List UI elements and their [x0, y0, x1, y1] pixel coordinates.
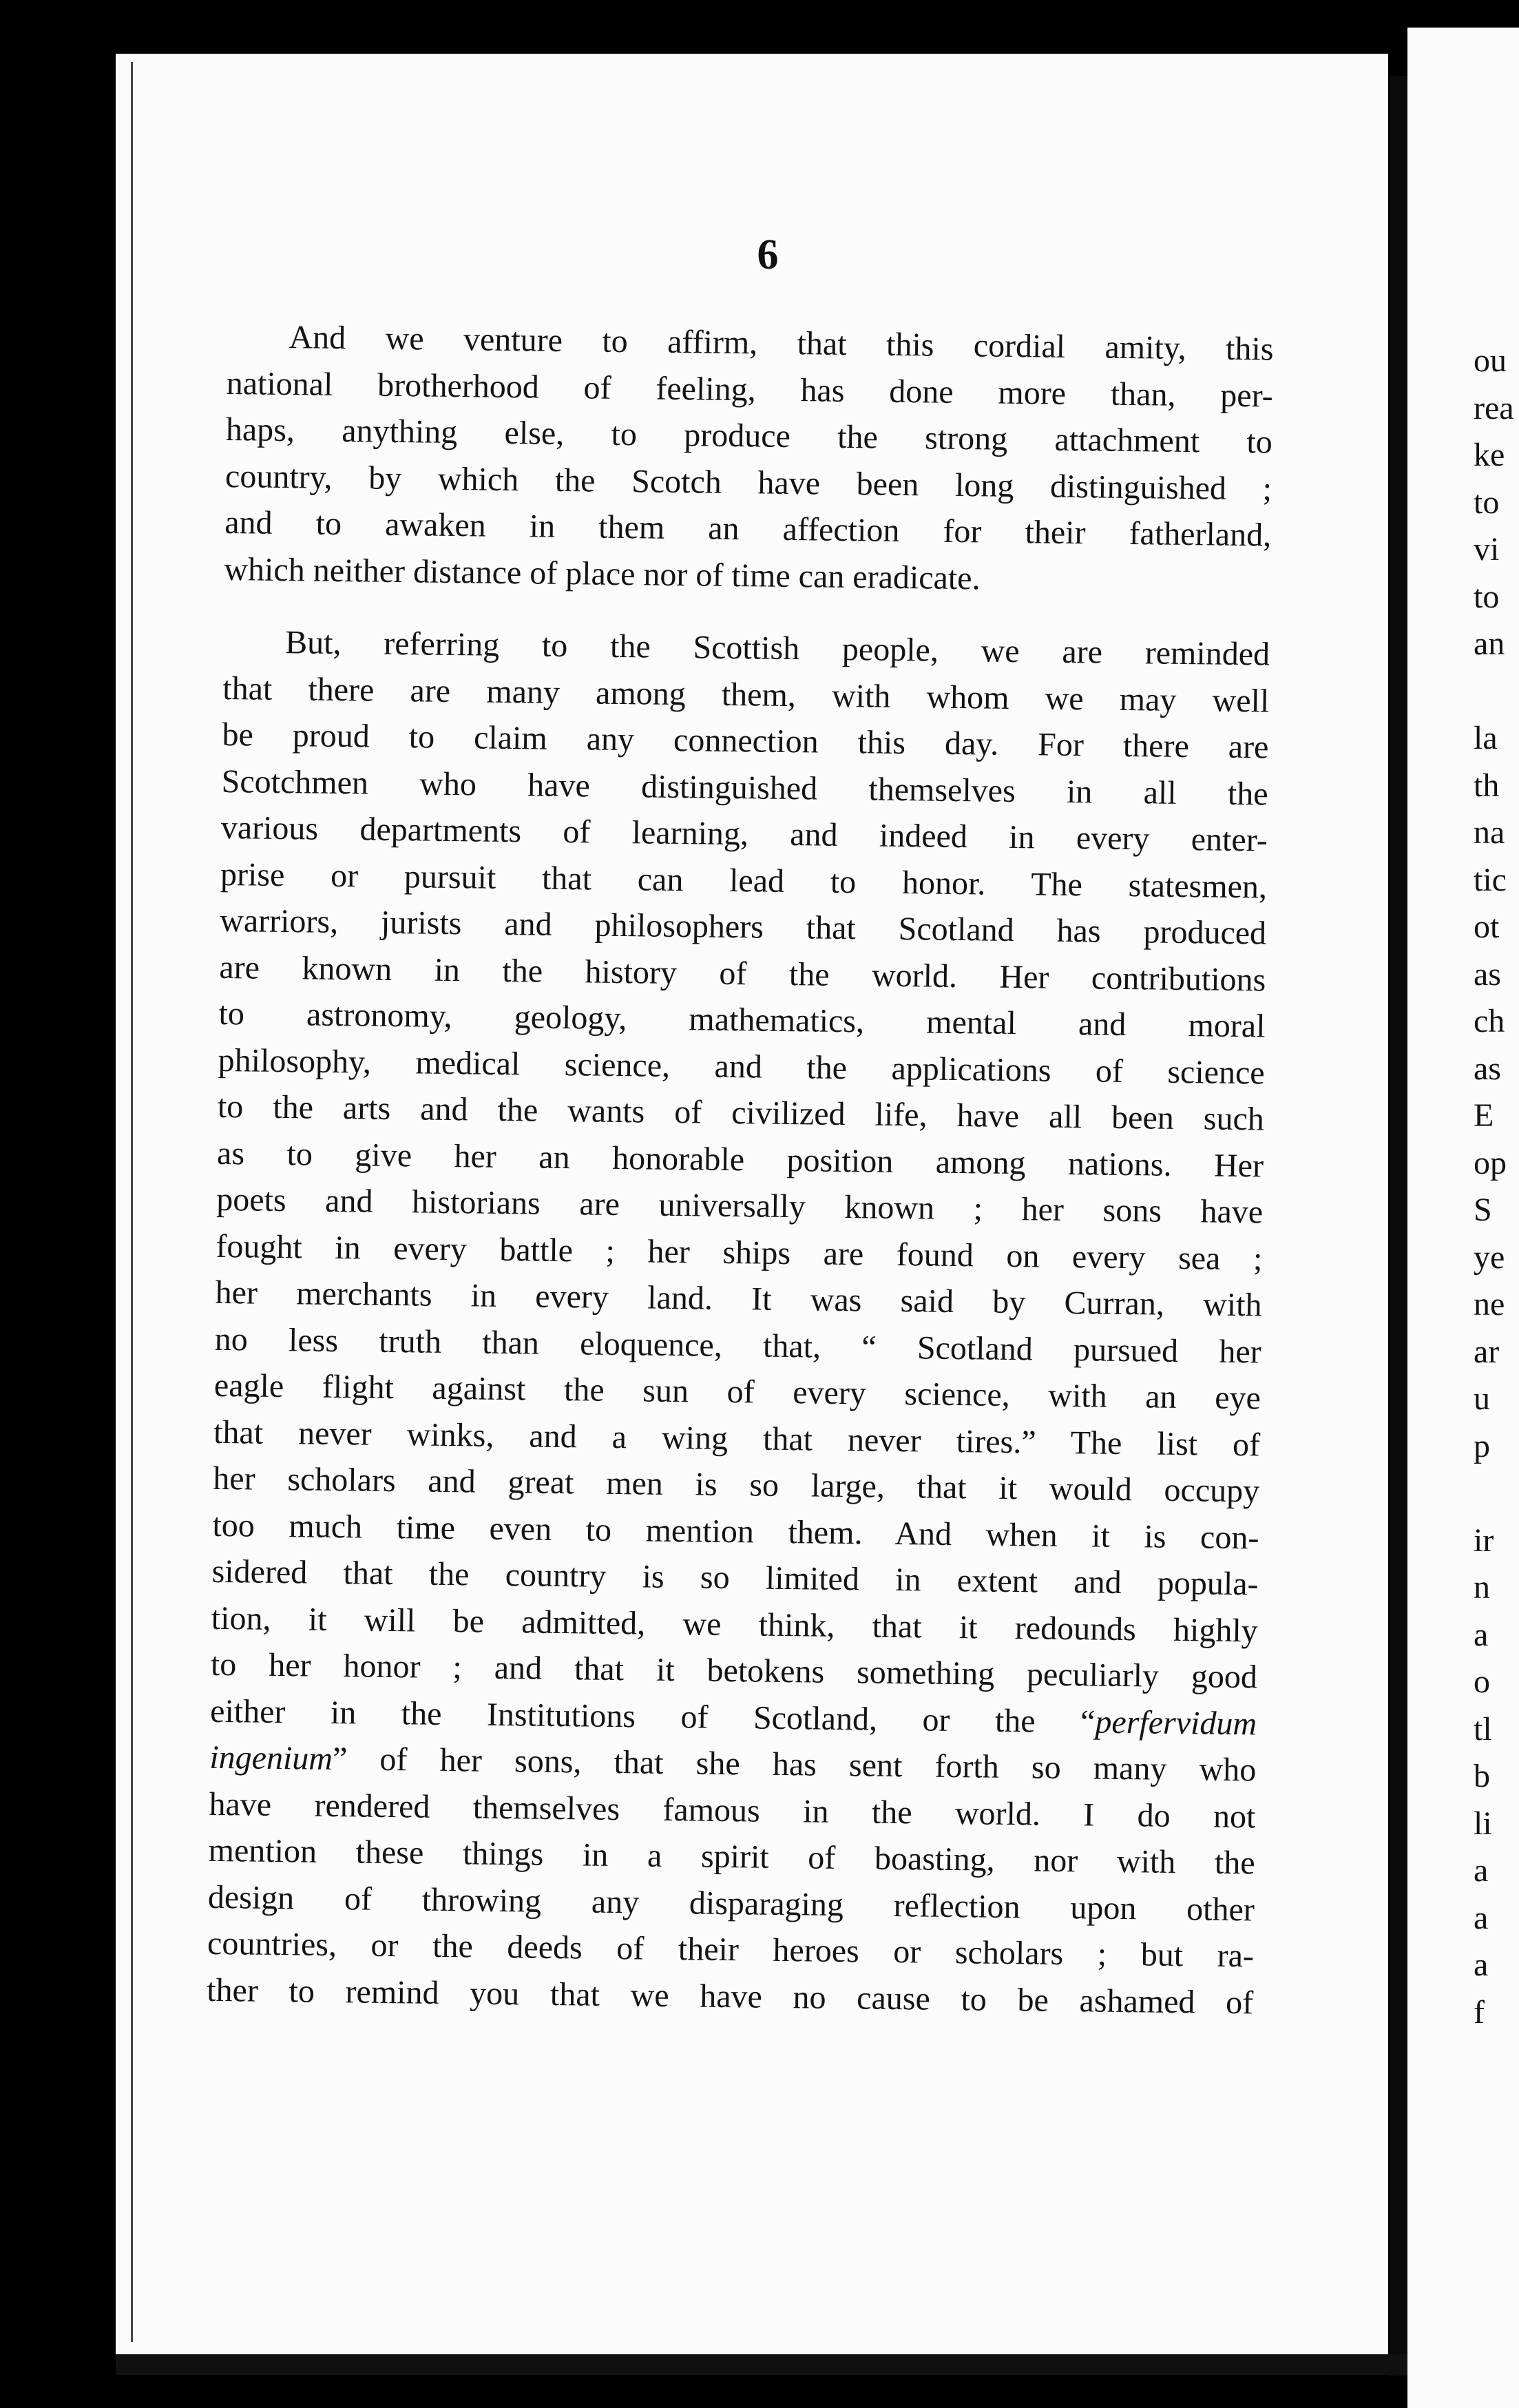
- facing-page-fragment: ot: [1474, 909, 1500, 945]
- text-line: haps, anything else, to produce the strong attachment to: [225, 411, 1273, 461]
- text-line: to astronomy, geology, mathematics, mental and moral: [218, 995, 1266, 1045]
- text-line: various departments of learning, and indeed in every enter-: [220, 809, 1268, 859]
- facing-page-fragment: b: [1474, 1758, 1490, 1794]
- facing-page-fragment: ne: [1474, 1286, 1505, 1322]
- facing-page-fragment: ir: [1474, 1522, 1494, 1559]
- page-bottom-edge: [116, 2354, 1407, 2375]
- text-segment: ” of her sons, that she has sent forth so many who: [332, 1741, 1257, 1789]
- text-line: her merchants in every land. It was said by Curran, with: [215, 1274, 1262, 1324]
- text-line: Scotchmen who have distinguished themselves in all the: [221, 762, 1268, 813]
- text-line: And we venture to affirm, that this cordial amity, this: [289, 319, 1274, 368]
- text-line: be proud to claim any connection this day. For there are: [222, 716, 1269, 766]
- facing-page-fragment: to: [1474, 578, 1500, 615]
- italic-phrase: ingenium: [209, 1738, 333, 1778]
- facing-page-fragment: n: [1474, 1569, 1490, 1606]
- text-line: philosophy, medical science, and the applications of science: [218, 1041, 1265, 1091]
- facing-page-fragment: na: [1474, 814, 1505, 851]
- facing-page-fragment: ou: [1474, 342, 1507, 379]
- text-line: warriors, jurists and philosophers that Scotland has produced: [219, 902, 1267, 952]
- paragraph-1: [224, 313, 1274, 605]
- text-line: national brotherhood of feeling, has done more than, per-: [226, 364, 1273, 415]
- facing-page-fragment: ye: [1474, 1238, 1505, 1276]
- text-line: no less truth than eloquence, that, “ Scotland pursued her: [214, 1320, 1262, 1370]
- facing-page-fragment: li: [1474, 1805, 1492, 1842]
- text-line: and to awaken in them an affection for their fatherland,: [224, 504, 1272, 554]
- page-number: 6: [757, 231, 779, 278]
- facing-page-fragment: to: [1474, 484, 1500, 521]
- facing-page-fragment: u: [1474, 1380, 1490, 1417]
- facing-page-fragment: as: [1474, 1050, 1501, 1087]
- facing-page-fragment: a: [1474, 1852, 1489, 1889]
- text-line: poets and historians are universally known ; her sons have: [216, 1181, 1264, 1231]
- text-line: country, by which the Scotch have been long distinguished ;: [224, 457, 1272, 508]
- facing-page-fragment: S: [1474, 1192, 1492, 1228]
- facing-page-fragment: la: [1474, 720, 1498, 756]
- italic-phrase: perfervidum: [1095, 1703, 1257, 1742]
- text-line: fought in every battle ; her ships are found on every sea ;: [216, 1227, 1263, 1277]
- facing-page-text: [1474, 338, 1519, 2036]
- facing-page-fragment: tl: [1474, 1710, 1492, 1747]
- text-line: to her honor ; and that it betokens something peculiarly good: [210, 1646, 1258, 1696]
- facing-page-fragment: ar: [1474, 1333, 1500, 1370]
- text-line: that never winks, and a wing that never tires.” The list of: [213, 1413, 1261, 1463]
- facing-page-fragment: [1474, 1470, 1519, 1517]
- facing-page-fragment: f: [1474, 1993, 1485, 2031]
- facing-page-fragment: as: [1474, 955, 1501, 993]
- facing-page-fragment: p: [1474, 1427, 1490, 1464]
- text-line: But, referring to the Scottish people, we are reminded: [284, 624, 1270, 673]
- text-line: ther to remind you that we have no cause to be ashamed of: [206, 1971, 1254, 2021]
- text-segment: either in the Institutions of Scotland, or the “: [209, 1692, 1096, 1741]
- facing-page-fragment: a: [1474, 1947, 1489, 1983]
- facing-page-fragment: op: [1474, 1144, 1507, 1181]
- paragraph-2: [207, 619, 1270, 2026]
- text-line: countries, or the deeds of their heroes or scholars ; but ra-: [207, 1924, 1255, 1975]
- facing-page-fragment: [1474, 668, 1519, 716]
- text-line: sidered that the country is so limited in extent and popula-: [211, 1553, 1259, 1603]
- text-line: eagle flight against the sun of every science, with an eye: [213, 1367, 1261, 1417]
- facing-page-fragment: E: [1474, 1097, 1494, 1134]
- facing-page-fragment: ch: [1474, 1003, 1505, 1039]
- text-line: which neither distance of place nor of time can eradicate.: [224, 550, 981, 596]
- text-line: have rendered themselves famous in the world. I do not: [209, 1785, 1256, 1835]
- facing-page-fragment: th: [1474, 767, 1500, 804]
- text-line: design of throwing any disparaging reflection upon other: [207, 1878, 1255, 1928]
- text-line: tion, it will be admitted, we think, that it redounds highly: [211, 1599, 1259, 1649]
- text-line: are known in the history of the world. Her contributions: [219, 948, 1266, 998]
- facing-page-fragment: a: [1474, 1616, 1489, 1653]
- text-line: as to give her an honorable position among nations. Her: [216, 1134, 1264, 1184]
- text-line: mention these things in a spirit of boasting, nor with the: [208, 1831, 1255, 1882]
- facing-page-fragment: an: [1474, 625, 1505, 662]
- page-inner-rule: [131, 62, 133, 2342]
- text-line: that there are many among them, with whom we may well: [222, 670, 1270, 720]
- facing-page-fragment: o: [1474, 1663, 1490, 1700]
- text-line: prise or pursuit that can lead to honor. The statesmen,: [220, 855, 1268, 906]
- text-line: her scholars and great men is so large, that it would occupy: [213, 1460, 1260, 1510]
- facing-page-fragment: vi: [1474, 531, 1500, 568]
- body-text: [207, 313, 1274, 2026]
- text-line: too much time even to mention them. And when it is con-: [212, 1506, 1259, 1556]
- facing-page-fragment: tic: [1474, 861, 1507, 898]
- facing-page-fragment: ke: [1474, 437, 1505, 473]
- facing-page-fragment: a: [1474, 1899, 1489, 1936]
- facing-page-fragment: rea: [1474, 389, 1514, 426]
- text-line: to the arts and the wants of civilized life, have all been such: [217, 1088, 1265, 1138]
- book-gutter: [1390, 76, 1407, 2376]
